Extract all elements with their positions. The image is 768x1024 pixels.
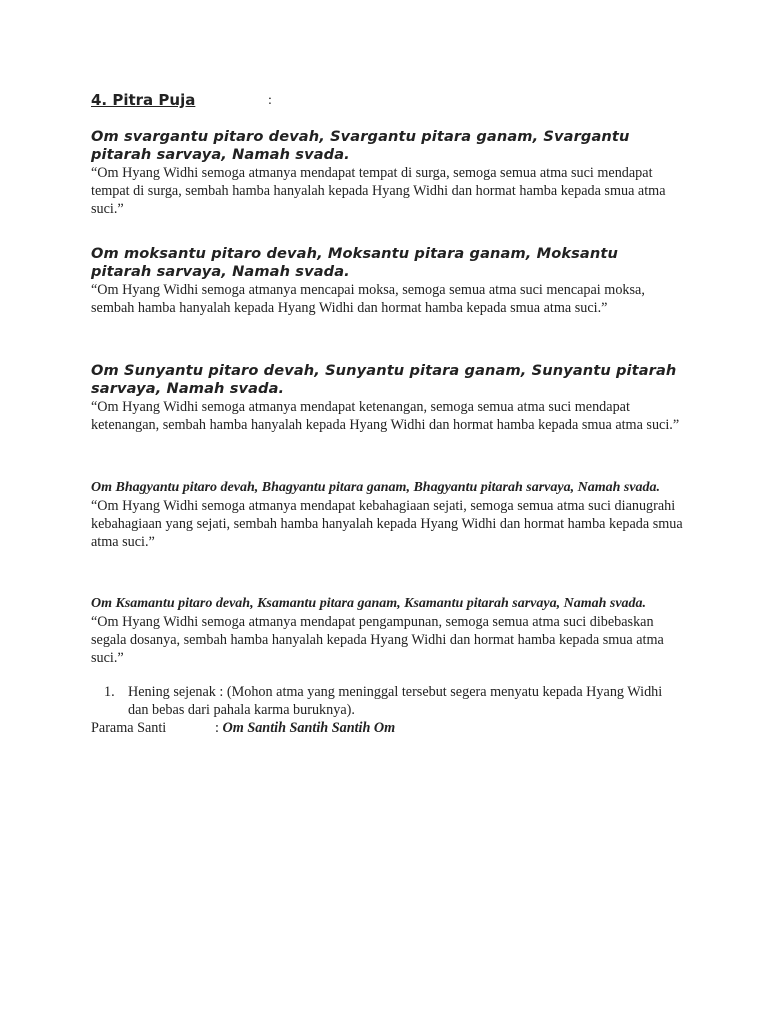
prayer-block-3 bbox=[91, 362, 683, 434]
mantra-text: Om svargantu pitaro devah, Svargantu pitara ganam, Svargantu pitarah sarvaya, Namah svada. bbox=[91, 128, 630, 163]
section-heading bbox=[91, 91, 272, 109]
prayer-block-4 bbox=[91, 479, 683, 551]
translation-text: “Om Hyang Widhi semoga atmanya mencapai moksa, semoga semua atma suci mencapai moksa, sembah hamba hanyalah kepada Hyang Widhi dan hormat hamba kepada smua atma suci.” bbox=[91, 282, 645, 316]
mantra-text: Om Ksamantu pitaro devah, Ksamantu pitara ganam, Ksamantu pitarah sarvaya, Namah svada. bbox=[91, 596, 647, 611]
translation-text: “Om Hyang Widhi semoga atmanya mendapat tempat di surga, semoga semua atma suci mendapat tempat di surga, sembah hamba hanyalah kepada Hyang Widhi dan hormat hamba kepada smua atma suci.” bbox=[91, 165, 666, 217]
translation-text: “Om Hyang Widhi semoga atmanya mendapat pengampunan, semoga semua atma suci dibebaskan segala dosanya, sembah hamba hanyalah kepada Hyang Widhi dan hormat hamba kepada smua atma suci.” bbox=[91, 613, 664, 666]
list-number: 1. bbox=[104, 684, 115, 700]
translation-text: “Om Hyang Widhi semoga atmanya mendapat ketenangan, semoga semua atma suci mendapat ketenangan, sembah hamba hanyalah kepada Hyang Widhi dan hormat hamba kepada smua atma suci.” bbox=[91, 399, 680, 433]
mantra-text: Om Sunyantu pitaro devah, Sunyantu pitara ganam, Sunyantu pitarah sarvaya, Namah svada. bbox=[91, 362, 677, 397]
closing-label: Parama Santi bbox=[91, 720, 167, 736]
mantra-text: Om Bhagyantu pitaro devah, Bhagyantu pitara ganam, Bhagyantu pitarah sarvaya, Namah svada. bbox=[91, 480, 661, 495]
prayer-block-2 bbox=[91, 245, 683, 317]
mantra-text: Om moksantu pitaro devah, Moksantu pitara ganam, Moksantu pitarah sarvaya, Namah svada. bbox=[91, 245, 618, 280]
list-item bbox=[104, 683, 684, 719]
section-colon: : bbox=[268, 93, 272, 108]
prayer-block-1 bbox=[91, 128, 683, 218]
closing-line bbox=[91, 719, 396, 737]
translation-text: “Om Hyang Widhi semoga atmanya mendapat kebahagiaan sejati, semoga semua atma suci dianugrahi kebahagiaan yang sejati, sembah hamba hanyalah kepada Hyang Widhi dan hormat hamba kepada smua atma suci.” bbox=[91, 497, 683, 550]
closing-mantra: Om Santih Santih Santih Om bbox=[222, 720, 396, 736]
closing-separator bbox=[215, 719, 395, 737]
closing-colon: : bbox=[215, 720, 219, 736]
section-title: 4. Pitra Puja bbox=[91, 91, 196, 109]
prayer-block-5 bbox=[91, 595, 683, 667]
list-item-text: Hening sejenak : (Mohon atma yang meninggal tersebut segera menyatu kepada Hyang Widhi dan bebas dari pahala karma buruknya). bbox=[128, 684, 663, 718]
